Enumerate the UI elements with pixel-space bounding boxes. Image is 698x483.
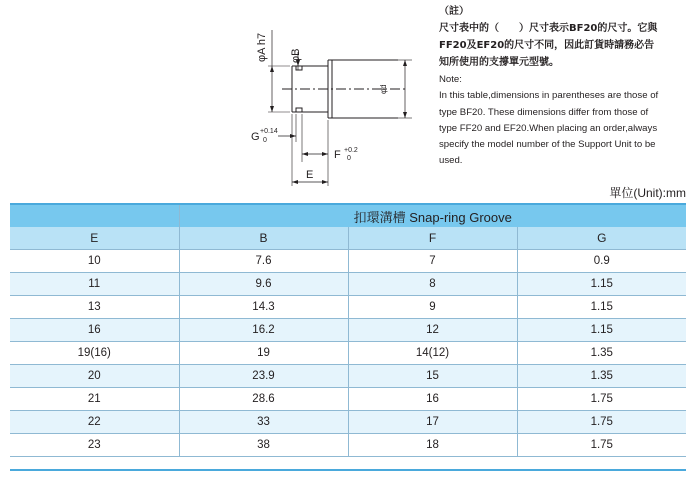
label-F: F: [334, 149, 341, 161]
cell-F: 14(12): [348, 342, 517, 365]
arrow-A-bottom: [270, 106, 274, 112]
column-header-F: F: [348, 227, 517, 250]
shaft-end-diagram: [0, 0, 430, 190]
table-row: [10, 250, 686, 273]
note-chinese: [439, 3, 657, 71]
groove-bottom: [292, 108, 302, 112]
header-blank: [10, 205, 179, 227]
unit-label: 單位(Unit):mm: [609, 186, 686, 200]
cell-B: 14.3: [179, 296, 348, 319]
cell-E: 21: [10, 388, 179, 411]
cell-B: 23.9: [179, 365, 348, 388]
cell-E: 22: [10, 411, 179, 434]
table-row: [10, 273, 686, 296]
note-en-line: type FF20 and EF20.When placing an order,always: [439, 122, 658, 134]
cell-G: 1.75: [517, 434, 686, 457]
note-en-line: specify the model number of the Support Unit to be: [439, 139, 656, 151]
cell-F: 12: [348, 319, 517, 342]
label-dia-B: φB: [290, 48, 302, 63]
cell-B: 16.2: [179, 319, 348, 342]
cell-F: 8: [348, 273, 517, 296]
note-title: （註）: [439, 6, 469, 17]
snap-ring-groove-table: [10, 205, 686, 457]
table-bottom-rule: [10, 469, 686, 471]
label-G: G: [251, 131, 260, 143]
note-en-line: In this table,dimensions in parentheses are those of: [439, 90, 659, 102]
cell-E: 10: [10, 250, 179, 273]
label-dia-A: φA h7: [256, 32, 268, 62]
note-zh-line: 尺寸表中的（ ）尺寸表示BF20的尺寸。它與: [439, 23, 658, 34]
label-dia-d: φd: [379, 84, 388, 94]
cell-G: 1.75: [517, 388, 686, 411]
arrow-E-left: [292, 180, 298, 184]
label-G-tol-lower: 0: [263, 137, 267, 144]
cell-G: 1.15: [517, 273, 686, 296]
column-header-B: B: [179, 227, 348, 250]
table-row: [10, 411, 686, 434]
cell-F: 9: [348, 296, 517, 319]
arrow-d-top: [403, 60, 407, 66]
cell-G: 1.35: [517, 365, 686, 388]
cell-B: 28.6: [179, 388, 348, 411]
cell-B: 7.6: [179, 250, 348, 273]
table-row: [10, 296, 686, 319]
cell-B: 33: [179, 411, 348, 434]
cell-F: 17: [348, 411, 517, 434]
label-F-tol-lower: 0: [347, 155, 351, 162]
label-G-tol-upper: +0.14: [260, 128, 278, 135]
cell-F: 18: [348, 434, 517, 457]
table-row: [10, 319, 686, 342]
cell-E: 19(16): [10, 342, 179, 365]
groove-top: [292, 66, 302, 70]
arrow-G: [290, 134, 296, 138]
cell-E: 13: [10, 296, 179, 319]
note-english: [439, 72, 658, 170]
note-en-title: Note:: [439, 74, 462, 85]
column-header-G: G: [517, 227, 686, 250]
note-en-line: used.: [439, 155, 463, 167]
cell-F: 7: [348, 250, 517, 273]
cell-E: 20: [10, 365, 179, 388]
note-en-line: type BF20. These dimensions differ from those of: [439, 106, 649, 118]
cell-G: 1.15: [517, 319, 686, 342]
table-row: [10, 365, 686, 388]
note-zh-line: FF20及EF20的尺寸不同，因此訂貨時請務必告: [439, 40, 655, 51]
cell-G: 1.35: [517, 342, 686, 365]
arrow-E-right: [322, 180, 328, 184]
cell-F: 16: [348, 388, 517, 411]
cell-G: 1.15: [517, 296, 686, 319]
table-row: [10, 342, 686, 365]
column-header-E: E: [10, 227, 179, 250]
table-row: [10, 388, 686, 411]
note-zh-line: 知所使用的支撐單元型號。: [439, 57, 559, 68]
cell-F: 15: [348, 365, 517, 388]
label-E: E: [306, 169, 314, 181]
arrow-d-bottom: [403, 112, 407, 118]
cell-E: 16: [10, 319, 179, 342]
arrow-F-right: [322, 152, 328, 156]
group-header: 扣環溝槽 Snap-ring Groove: [179, 205, 686, 227]
cell-B: 38: [179, 434, 348, 457]
label-F-tol-upper: +0.2: [344, 147, 358, 154]
cell-B: 9.6: [179, 273, 348, 296]
cell-E: 11: [10, 273, 179, 296]
cell-G: 1.75: [517, 411, 686, 434]
arrow-A-top: [270, 66, 274, 72]
table-row: [10, 434, 686, 457]
cell-E: 23: [10, 434, 179, 457]
cell-G: 0.9: [517, 250, 686, 273]
cell-B: 19: [179, 342, 348, 365]
arrow-F-left: [302, 152, 308, 156]
